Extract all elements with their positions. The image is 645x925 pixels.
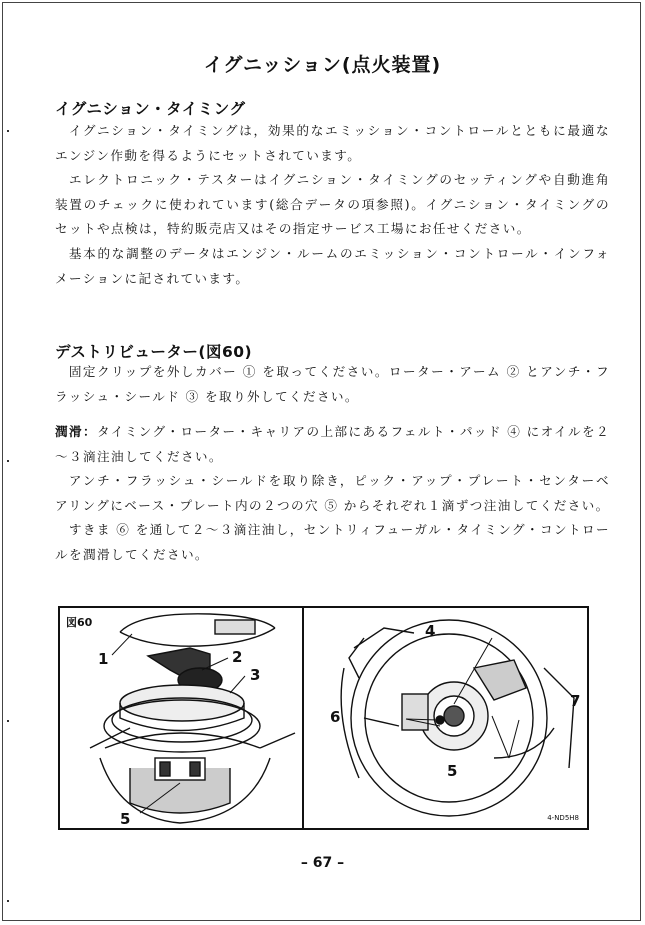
- callout-5-left: 5: [120, 810, 131, 828]
- section-heading-ignition-timing: イグニション・タイミング: [55, 100, 246, 118]
- figure-60: [58, 606, 589, 830]
- section-body-ignition-timing: [55, 119, 610, 291]
- lubrication-label: 潤滑：: [55, 424, 97, 439]
- paragraph: エレクトロニック・テスターはイグニション・タイミングのセッティングや自動進角装置のチェックに使われています(総合データの項参照)。イグニション・タイミングのセットや点検は，特約販売店又はその指定サービス工場にお任せください。: [55, 172, 610, 237]
- section-body-distributor: [55, 360, 610, 409]
- section-heading-distributor: デストリビューター(図60): [55, 343, 253, 361]
- distributor-exploded-illustration: [60, 608, 302, 828]
- scan-speck: [7, 720, 9, 722]
- callout-4: 4: [425, 622, 436, 640]
- paragraph: 基本的な調整のデータはエンジン・ルームのエミッション・コントロール・インフォメーションに記されています。: [55, 245, 610, 286]
- page-number: – 67 –: [300, 855, 345, 871]
- callout-2: 2: [232, 648, 243, 666]
- lubrication-block: [55, 420, 610, 568]
- figure-code: 4-ND5H8: [547, 814, 579, 822]
- distributor-base-plate-illustration: [304, 608, 587, 828]
- callout-6: 6: [330, 708, 341, 726]
- page-title: イグニッション(点火装置): [203, 54, 442, 76]
- callout-3: 3: [250, 666, 261, 684]
- scan-speck: [7, 130, 9, 132]
- callout-1: 1: [98, 650, 109, 668]
- figure-label: 図60: [66, 616, 93, 629]
- lubrication-text: タイミング・ローター・キャリアの上部にあるフェルト・パッド ④ にオイルを２～３滴注油してください。: [55, 424, 610, 464]
- paragraph: アンチ・フラッシュ・シールドを取り除き，ピック・アップ・プレート・センターベアリングにベース・プレート内の２つの穴 ⑤ からそれぞれ１滴ずつ注油してください。: [55, 473, 610, 513]
- scan-speck: [7, 900, 9, 902]
- callout-7: 7: [570, 692, 581, 710]
- scan-speck: [7, 460, 9, 462]
- paragraph: イグニション・タイミングは，効果的なエミッション・コントロールとともに最適なエンジン作動を得るようにセットされています。: [55, 123, 610, 163]
- paragraph: すきま ⑥ を通して２～３滴注油し，セントリィフューガル・タイミング・コントロールを潤滑してください。: [55, 522, 610, 562]
- callout-5-right: 5: [447, 762, 458, 780]
- paragraph: 固定クリップを外しカバー ① を取ってください。ローター・アーム ② とアンチ・フラッシュ・シールド ③ を取り外してください。: [55, 364, 610, 404]
- lubrication-paragraph: [55, 420, 610, 469]
